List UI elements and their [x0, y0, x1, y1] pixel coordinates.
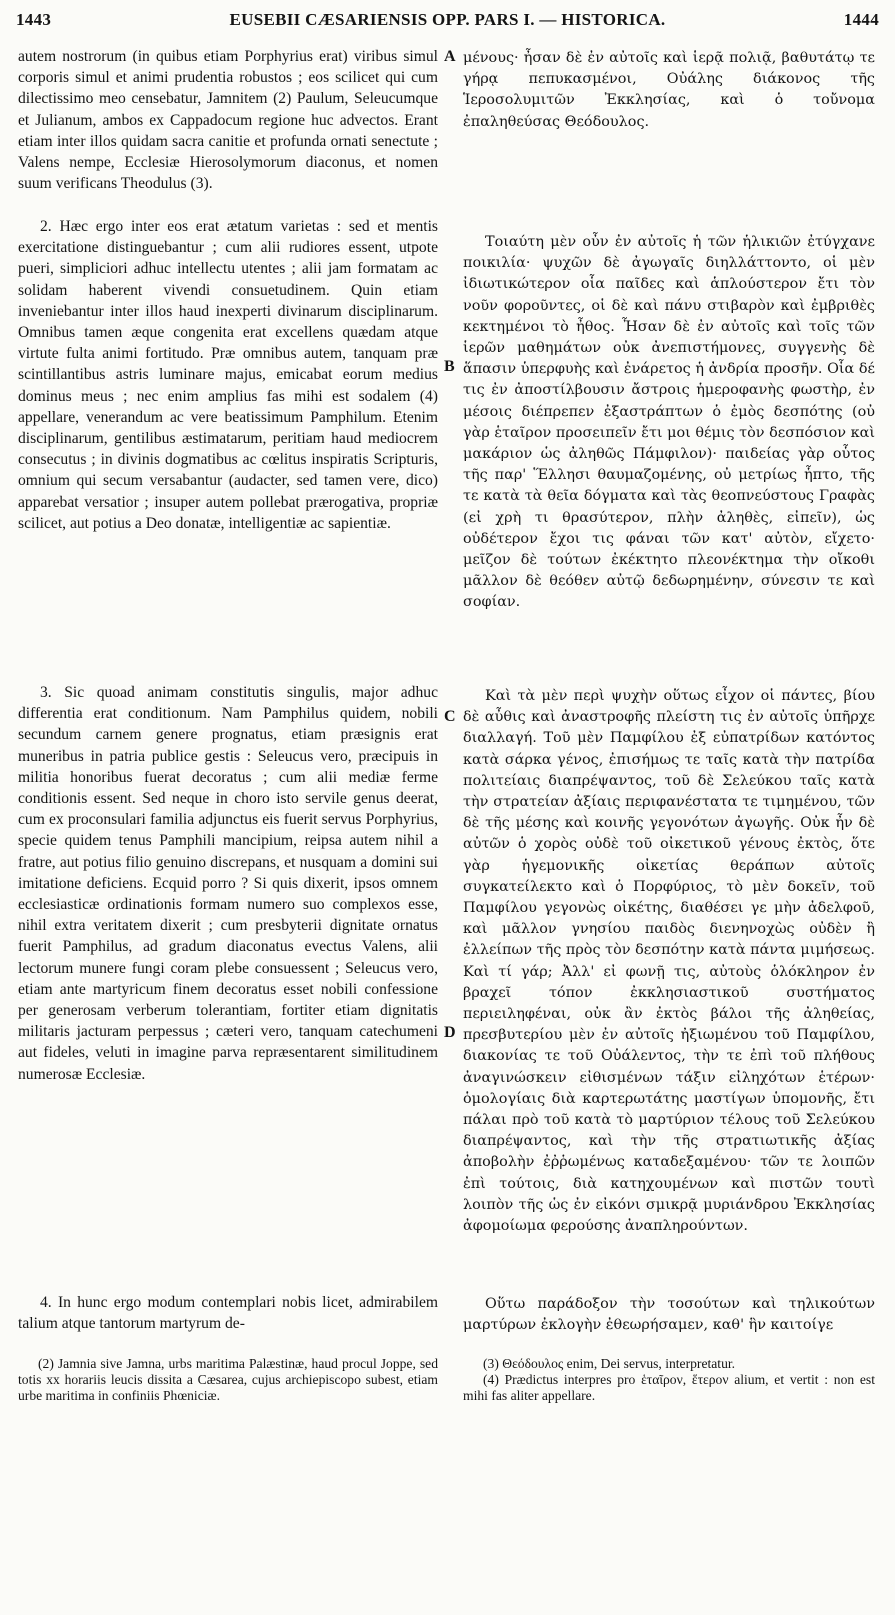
greek-column	[463, 48, 875, 133]
footnote-right	[463, 1356, 875, 1404]
greek-paragraph-1: μένους· ἦσαν δὲ ἐν αὐτοῖς καὶ ἱερᾷ πολιᾷ, βαθυτάτῳ τε γήρᾳ πεπυκασμένοι, Οὐάλης διάκονος τῆς Ἱεροσολυμιτῶν Ἐκκλησίας, καὶ ὁ τοὔνομα ἐπαληθεύσας Θεόδουλος.	[463, 50, 875, 130]
footnote-3: (3) Θεόδουλος enim, Dei servus, interpretatur.	[483, 1356, 736, 1371]
latin-paragraph-4: 4. In hunc ergo modum contemplari nobis licet, admirabilem talium atque tantorum martyrum de-	[18, 1294, 438, 1333]
greek-column-section-4	[463, 1294, 875, 1336]
running-title: EUSEBII CÆSARIENSIS OPP. PARS I. — HISTORICA.	[229, 10, 666, 29]
running-header	[16, 10, 879, 32]
latin-paragraph-2: 2. Hæc ergo inter eos erat ætatum varietas : sed et mentis exercitatione distinguebantur ; cum alii rudiores essent, utpote pueri, simpliciori adhuc intellectu utentes ; alii jam formatam ac solidam haberent vivendi consuetudinem. Quin etiam inveniebantur inter illos haud inexperti divinarum disciplinarum. Omnibus tamen æque congenita erat excellens quædam atque virtute fulta animi fortitudo. Præ omnibus autem, tanquam præ scintillantibus astris luminare majus, emicabat eorum medius dominus meus ; nec enim amplius fas mihi est sodalem (4) appellare, venerandum ac vere beatissimum Pamphilum. Etenim disciplinarum, gentilibus æstimatarum, peritiam haud mediocrem consecutus ; in divinis dogmatibus ac cœlitus inspiratis Scripturis, omnium qui secum versabantur (audacter, sed tamen vere, dico) apparebat versatior ; insuper autem pollebat prærogativa, propriæ scilicet, aut potius a Deo donatæ, intelligentiæ ac sapientiæ.	[18, 218, 438, 532]
greek-column-section-3	[463, 686, 875, 1237]
page-number-left: 1443	[16, 10, 52, 29]
margin-marker-b: B	[444, 358, 455, 375]
latin-column-section-2	[18, 216, 438, 534]
latin-paragraph-3: 3. Sic quoad animam constitutis singulis, major adhuc differentia erat conditionum. Nam Pamphilus quidem, nobili secundum carnem genere prognatus, etiam præsignis erat muneribus in patria publice gestis : Seleucus vero, præcipuis in militia honoribus fuerat decoratus ; cum alii mediæ ferme conditionis essent. Sed neque in choro isto servile genus deerat, cum ex proconsulari familia adjunctus eis fuerit servus Porphyrius, specie quidem tenus Pamphili mancipium, reipsa autem nihil a fratre, aut potius filio genuino discrepans, et nusquam a domini sui imitatione deficiens. Ecquid porro ? Si quis dixerit, ipsos omnem ecclesiasticæ ordinationis formam numero suo complexos esse, nihil extra veritatem dixerit ; cum presbyterii dignitate ornatus fuerit Pamphilus, ad gradum diaconatus evectus Valens, alii lectorum munere fungi coram plebe consuessent ; Seleucus vero, etiam ante martyricum finem decoratus esset nobili confessione per generosam verberum tolerantiam, fortiter etiam dignitatis militaris jacturam perpessus ; cæteri vero, tanquam catechumeni aut fideles, veluti in imagine parva repræsentarent similitudinem numerosæ Ecclesiæ.	[18, 684, 438, 1083]
margin-marker-d: D	[444, 1024, 456, 1041]
greek-paragraph-4: Οὕτω παράδοξον τὴν τοσούτων καὶ τηλικούτων μαρτύρων ἐκλογὴν ἐθεωρήσαμεν, καθ' ἣν καιτοίγε	[463, 1296, 875, 1334]
latin-column-section-3	[18, 682, 438, 1085]
latin-column	[18, 46, 438, 194]
greek-column-section-2	[463, 232, 875, 614]
greek-paragraph-2: Τοιαύτη μὲν οὖν ἐν αὐτοῖς ἡ τῶν ἡλικιῶν ἐτύγχανε ποικιλία· ψυχῶν δὲ ἀγωγαῖς διηλλάττοντο, οἱ μὲν ἰδιωτικώτερον οἷα παῖδες καὶ ἁπλούστερον ἔτι τὸν νοῦν φοροῦντες, οἱ δὲ καὶ πάνυ στιβαρὸν καὶ ἐμβριθὲς κεκτημένοι τὸ ἦθος. Ἦσαν δὲ ἐν αὐτοῖς καὶ τοῖς τῶν ἱερῶν μαθημάτων οὐκ ἀνεπιστήμονες, συγγενὴς δὲ ἅπασιν ὑπερφυὴς καὶ ἐνάρετος ἡ ἀνδρία προσῆν. Οἷα δέ τις ἐν ἀποστίλβουσιν ἄστροις ἡμεροφανὴς φωστὴρ, ἐν μέσοις διέπρεπεν ἐξαστράπτων ὁ ἐμὸς δεσπότης (οὐ γὰρ ἑταῖρον προσειπεῖν ἔτι μοι θέμις τὸν δεσπόσιον καὶ μακάριον ὡς ἀληθῶς Πάμφιλον)· παιδείας γὰρ οὗτος τῆς παρ' Ἕλλησι θαυμαζομένης, οὐ μετρίως ἧπτο, τῆς τε κατὰ τὰ θεῖα δόγματα καὶ τὰς θεοπνεύστους Γραφὰς (εἰ χρὴ τι θρασύτερον, πλὴν ἀληθὲς, εἰπεῖν), ὡς οὐδέτερον ἔχοι τις φάναι τῶν κατ' αὐτὸν, εἴχετο· μεῖζον δὲ τούτων ἐκέκτητο πλεονέκτημα τὴν οἴκοθι μᾶλλον δὲ θεόθεν αὐτῷ δεδωρημένην, σύνεσιν τε καὶ σοφίαν.	[463, 234, 875, 611]
margin-marker-a: A	[444, 48, 456, 65]
latin-paragraph-1: autem nostrorum (in quibus etiam Porphyrius erat) viribus simul corporis simul et animi prudentia robustos ; eos scilicet qui cum dilectissimo meo censebatur, Jamnitem (2) Paulum, Seleucumque et Julianum, ambos ex Cappadocum regione huc advectos. Erant etiam inter illos quidam sacra canitie et profunda ornati senectute ; Valens nempe, Ecclesiæ Hierosolymorum diaconus, et nomen suum verificans Theodulus (3).	[18, 48, 438, 193]
footnote-2: (2) Jamnia sive Jamna, urbs maritima Palæstinæ, haud procul Joppe, sed totis xx horariis leucis dissita a Cæsarea, cujus archiepiscopo subest, etiam urbe maritima in confiniis Phœniciæ.	[18, 1356, 438, 1403]
page-number-right: 1444	[843, 10, 879, 29]
footnote-4: (4) Prædictus interpres pro ἑταῖρον, ἕτερον alium, et vertit : non est mihi fas aliter appellare.	[463, 1372, 875, 1403]
greek-paragraph-3: Καὶ τὰ μὲν περὶ ψυχὴν οὕτως εἶχον οἱ πάντες, βίου δὲ αὖθις καὶ ἀναστροφῆς πλείστη τις ἐν αὐτοῖς ὑπῆρχε διαλλαγή. Τοῦ μὲν Παμφίλου ἐξ εὐπατρίδων κατόντος κατὰ σάρκα γένος, ἐπισήμως τε ταῖς κατὰ τὴν πατρίδα πολιτείαις διαπρέψαντος, τοῦ δὲ Σελεύκου ταῖς κατὰ τὴν στρατείαν ἀξίαις περιφανέστατα τε τιμημένου, τῶν δὲ τῆς μέσης καὶ κοινῆς γεγονότων ἀγωγῆς. Οὐκ ἦν δὲ αὐτῶν ὁ χορὸς οὐδὲ τοῦ οἰκετικοῦ γένους ἐκτὸς, ὅτε γὰρ ἡγεμονικῆς οἰκετίας θεράπων αὐτοῖς συγκατείλεκτο καὶ ὁ Πορφύριος, τὸ μὲν δοκεῖν, τοῦ Παμφίλου γεγονὼς οἰκέτης, διαθέσει γε μὴν ἀδελφοῦ, καὶ μᾶλλον γνησίου παιδὸς διενηνοχὼς οὐδὲν ἢ ἐλλείπων τῆς πρὸς τὸν δεσπότην κατὰ πάντα μιμήσεως. Καὶ τί γάρ; Ἀλλ' εἰ φωνῇ τις, αὐτοὺς ὁλόκληρον ἐν βραχεῖ τόπον ἐκκλησιαστικοῦ συστήματος περιειληφέναι, οὐκ ἂν ἐκτὸς βάλοι τῆς ἀληθείας, πρεσβυτερίου μὲν ἐν αὐτοῖς ἠξιωμένου τοῦ Παμφίλου, διακονίας τε τοῦ Οὐάλεντος, τὴν τε ἐπὶ τοῦ πλήθους ἀναγινώσκειν εἰθισμένων τάξιν εἰληχότων ἑτέρων· ὁμολογίαις διὰ καρτερωτάτης μαστίγων ὑπομονῆς, ἔτι πάλαι πρὸ τοῦ κατὰ τὸ μαρτύριον τέλους τοῦ Σελεύκου διαπρέψαντος, καὶ τὴν τῆς στρατιωτικῆς ἀξίας ἀποβολὴν ἐῤῥωμένως καταδεξαμένου· τῶν τε λοιπῶν ἐπὶ τούτοις, διὰ κατηχουμένων καὶ πιστῶν τουτὶ λοιπὸν τῆς ὡς ἐν εἰκόνι σμικρᾷ μυριάνδρου Ἐκκλησίας ἀφομοίωμα φερούσης ἀναπληρούντων.	[463, 688, 875, 1235]
latin-column-section-4	[18, 1292, 438, 1334]
footnote-left	[18, 1356, 438, 1404]
margin-marker-c: C	[444, 708, 456, 725]
